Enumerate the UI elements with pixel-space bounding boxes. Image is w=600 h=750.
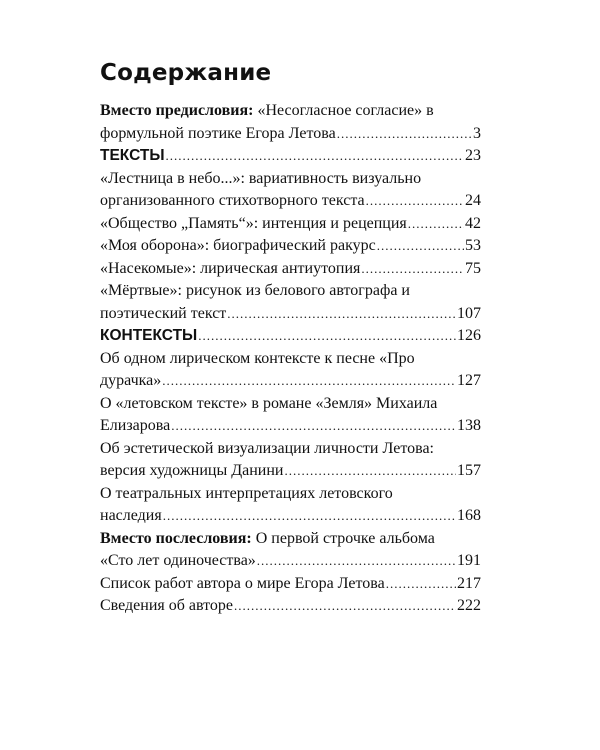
toc-entry-first-line <box>100 100 481 123</box>
toc-entry-last-line <box>100 573 481 596</box>
page-title: Содержание <box>100 60 272 86</box>
leader-dots <box>227 303 456 326</box>
toc-entry-last-line <box>100 303 481 326</box>
toc-entry-first-line <box>100 348 481 371</box>
toc-entry-title-start: Об одном лирическом контексте к песне «Про <box>100 349 415 367</box>
toc-entry-first-line <box>100 438 481 461</box>
toc-entry-last-line <box>100 145 481 168</box>
toc-entry-last-line <box>100 123 481 146</box>
leader-dots <box>257 550 456 573</box>
toc-page-number: 168 <box>457 507 481 524</box>
toc-entry-title-start: О театральных интерпретациях летовского <box>100 484 393 502</box>
toc-entry-title-start: «Лестница в небо...»: вариативность визуально <box>100 169 422 187</box>
toc-entry-title: организованного стихотворного текста <box>100 192 365 209</box>
toc-entry-title: Список работ автора о мире Егора Летова <box>100 574 385 592</box>
toc-page-number: 138 <box>457 417 481 434</box>
leader-dots <box>166 145 464 168</box>
toc-page-number: 53 <box>465 237 481 254</box>
toc-entry-title: «Насекомые»: лирическая антиутопия <box>100 259 361 277</box>
toc-entry-zemlya[interactable] <box>100 393 481 438</box>
toc-entry-last-line <box>100 415 481 438</box>
toc-entry-title-start: Об эстетической визуализации личности Летова: <box>100 439 434 457</box>
toc-page-number: 107 <box>457 304 481 322</box>
toc-entry-first-line <box>100 393 481 416</box>
leader-dots <box>337 123 472 146</box>
toc-section-contexts[interactable] <box>100 325 481 348</box>
table-of-contents <box>100 100 481 618</box>
toc-section-title: ТЕКСТЫ <box>100 147 165 164</box>
toc-entry-last-line <box>100 190 481 213</box>
toc-entry-title-start: О первой строчке альбома <box>251 529 435 547</box>
toc-entry-last-line <box>100 595 481 618</box>
toc-entry-theatre[interactable] <box>100 483 481 528</box>
toc-entry-first-line <box>100 168 481 191</box>
toc-page-number: 127 <box>457 372 481 389</box>
toc-page-number: 3 <box>473 124 481 142</box>
leader-dots <box>284 460 456 483</box>
toc-entry-pamyat[interactable] <box>100 213 481 236</box>
toc-entry-moya-oborona[interactable] <box>100 235 481 258</box>
leader-dots <box>377 235 464 258</box>
leader-dots <box>171 415 456 438</box>
toc-entry-last-line <box>100 213 481 236</box>
leader-dots <box>198 325 456 348</box>
toc-entry-danini[interactable] <box>100 438 481 483</box>
toc-entry-last-line <box>100 460 481 483</box>
toc-entry-afterword[interactable] <box>100 528 481 573</box>
toc-entry-title-start: «Несогласное согласие» в <box>253 102 434 119</box>
toc-entry-title: формульной поэтике Егора Летова <box>100 124 336 142</box>
toc-entry-title-start: «Мёртвые»: рисунок из белового автографа и <box>100 282 410 299</box>
toc-entry-first-line <box>100 528 481 551</box>
toc-entry-title: «Общество „Память“»: интенция и рецепция <box>100 214 407 232</box>
toc-entry-last-line <box>100 325 481 348</box>
toc-entry-prefix: Вместо предисловия: <box>100 102 254 119</box>
toc-entry-first-line <box>100 280 481 303</box>
toc-entry-title: наследия <box>100 507 162 524</box>
toc-entry-last-line <box>100 370 481 393</box>
toc-entry-myortvye[interactable] <box>100 280 481 325</box>
toc-entry-title: «Моя оборона»: биографический ракурс <box>100 237 376 254</box>
toc-page-number: 191 <box>457 552 481 569</box>
toc-entry-last-line <box>100 258 481 281</box>
toc-entry-title: поэтический текст <box>100 304 227 322</box>
toc-page-number: 157 <box>457 462 481 479</box>
toc-page-number: 126 <box>457 327 481 344</box>
toc-page-number: 23 <box>465 147 481 164</box>
toc-page-number: 42 <box>465 214 481 232</box>
toc-entry-about-author[interactable] <box>100 595 481 618</box>
leader-dots <box>366 190 464 213</box>
toc-entry-title: версия художницы Данини <box>100 462 284 479</box>
toc-entry-bibliography[interactable] <box>100 573 481 596</box>
leader-dots <box>361 258 464 281</box>
toc-entry-last-line <box>100 550 481 573</box>
toc-entry-title-start: О «летовском тексте» в романе «Земля» Михаила <box>100 394 438 412</box>
toc-entry-nasekomye[interactable] <box>100 258 481 281</box>
toc-section-title: КОНТЕКСТЫ <box>100 327 198 344</box>
toc-entry-title: «Сто лет одиночества» <box>100 552 256 569</box>
toc-entry-stairway[interactable] <box>100 168 481 213</box>
toc-entry-last-line <box>100 505 481 528</box>
leader-dots <box>408 213 464 236</box>
leader-dots <box>386 573 456 596</box>
toc-entry-last-line <box>100 235 481 258</box>
toc-entry-first-line <box>100 483 481 506</box>
toc-page-number: 24 <box>465 192 481 209</box>
toc-entry-foreword[interactable] <box>100 100 481 145</box>
toc-entry-pro-durachka[interactable] <box>100 348 481 393</box>
leader-dots <box>234 595 456 618</box>
leader-dots <box>162 370 456 393</box>
toc-entry-title: Сведения об авторе <box>100 597 234 614</box>
toc-page-number: 75 <box>465 259 481 277</box>
toc-page-number: 217 <box>457 574 481 592</box>
toc-section-texts[interactable] <box>100 145 481 168</box>
toc-entry-title: Елизарова <box>100 417 171 434</box>
leader-dots <box>163 505 456 528</box>
toc-entry-title: дурачка» <box>100 372 162 389</box>
toc-entry-prefix: Вместо послесловия: <box>100 529 252 547</box>
toc-page-number: 222 <box>457 597 481 614</box>
